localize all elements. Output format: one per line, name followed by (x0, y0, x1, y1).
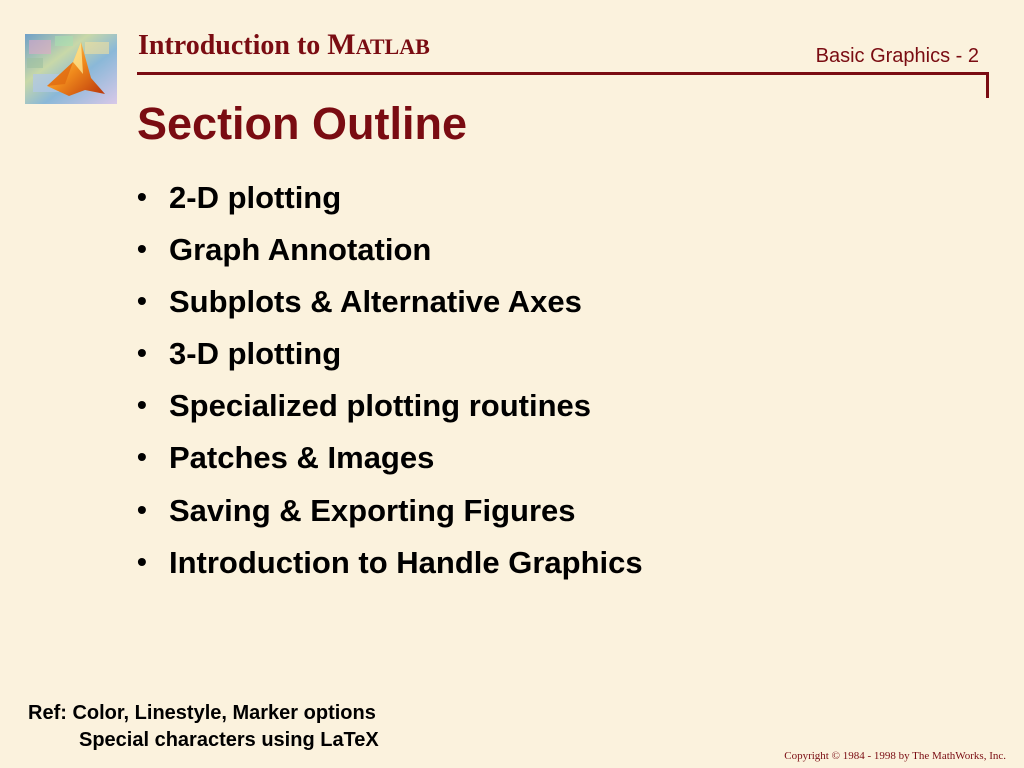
bullet-icon: • (137, 389, 147, 421)
outline-item (137, 545, 643, 597)
reference-line-1: Ref: Color, Linestyle, Marker options (28, 702, 376, 724)
presentation-title (138, 30, 430, 60)
bullet-icon: • (137, 545, 147, 577)
outline-item-label: Subplots & Alternative Axes (169, 284, 582, 320)
title-rest: ATLAB (355, 34, 430, 59)
outline-item (137, 180, 643, 232)
bullet-icon: • (137, 233, 147, 265)
title-prefix: Introduction to (138, 30, 328, 61)
outline-item-label: 2-D plotting (169, 180, 342, 215)
outline-item (137, 232, 643, 284)
outline-item-label: Patches & Images (169, 440, 435, 476)
outline-item-label: Specialized plotting routines (169, 388, 591, 424)
outline-item-label: 3-D plotting (169, 336, 342, 372)
outline-item-label: Saving & Exporting Figures (169, 492, 576, 528)
bullet-icon: • (137, 493, 147, 525)
outline-item (137, 388, 643, 440)
outline-item (137, 284, 643, 336)
section-title: Section Outline (137, 98, 468, 149)
outline-item-label: Graph Annotation (169, 232, 432, 268)
bullet-icon: • (137, 337, 147, 369)
reference-note (28, 700, 379, 754)
header-rule-corner (986, 72, 989, 98)
bullet-icon: • (137, 285, 147, 317)
title-m: M (327, 28, 356, 61)
bullet-icon: • (137, 441, 147, 473)
slide-page-label: Basic Graphics - 2 (815, 45, 979, 67)
bullet-icon: • (137, 181, 147, 212)
outline-item-label: Introduction to Handle Graphics (169, 544, 643, 580)
outline-item (137, 336, 643, 388)
outline-item (137, 440, 643, 492)
header-rule (137, 72, 989, 75)
outline-item (137, 493, 643, 545)
outline-list (137, 180, 643, 597)
matlab-logo-icon (25, 34, 117, 104)
reference-line-2: Special characters using LaTeX (79, 729, 379, 751)
copyright-notice: Copyright © 1984 - 1998 by The MathWorks, Inc. (784, 750, 1006, 762)
